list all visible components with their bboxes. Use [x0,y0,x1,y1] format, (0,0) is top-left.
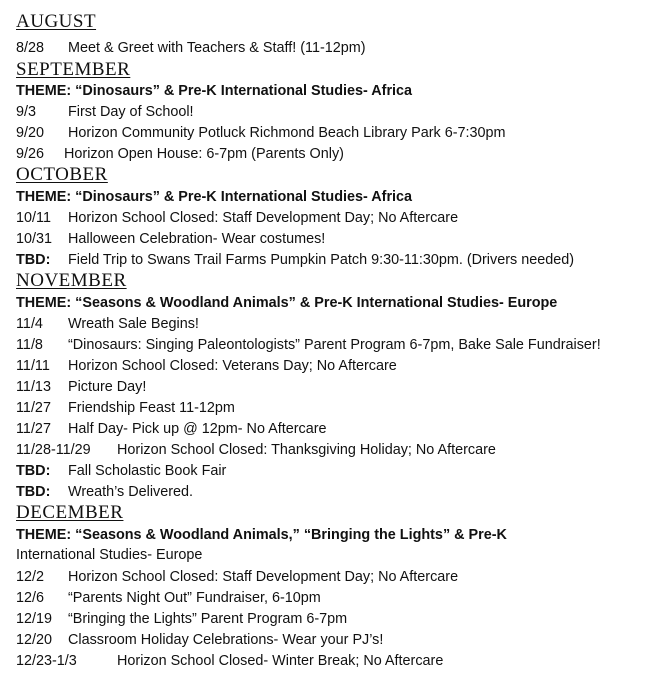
event-row [16,335,601,355]
event-text: “Bringing the Lights” Parent Program 6-7pm [68,611,348,627]
month-heading-october: OCTOBER [16,164,108,185]
event-row [16,250,574,270]
event-row [16,567,458,587]
event-date: 12/2 [16,569,45,585]
event-date: 11/27 [16,421,51,437]
event-text: Horizon Open House: 6-7pm (Parents Only) [64,146,344,162]
event-date: 11/28-11/29 [16,442,91,458]
event-row [16,461,226,481]
event-text: Half Day- Pick up @ 12pm- No Aftercare [68,421,327,437]
event-date: 9/3 [16,104,37,120]
event-date: TBD: [16,463,51,479]
event-text: Picture Day! [68,379,147,395]
event-date: TBD: [16,484,51,500]
theme-line: THEME: “Dinosaurs” & Pre-K International Studies- Africa [16,83,413,99]
event-text: Friendship Feast 11-12pm [68,400,235,416]
event-text: Horizon School Closed: Veterans Day; No Aftercare [68,358,397,374]
event-date: 12/6 [16,590,45,606]
event-date: 11/4 [16,316,43,332]
event-row [16,398,235,418]
event-text: First Day of School! [68,104,194,120]
event-date: 9/26 [16,146,45,162]
event-date: 11/13 [16,379,51,395]
month-heading-december: DECEMBER [16,502,124,523]
month-heading-august: AUGUST [16,11,97,32]
event-text: Halloween Celebration- Wear costumes! [68,231,326,247]
event-text: Wreath’s Delivered. [68,484,194,500]
event-date: 8/28 [16,40,45,56]
event-row [16,630,383,650]
theme-line: THEME: “Seasons & Woodland Animals” & Pre-K International Studies- Europe [16,295,558,311]
event-row [16,208,458,228]
event-text: Fall Scholastic Book Fair [68,463,227,479]
event-row [16,144,344,164]
event-text: Meet & Greet with Teachers & Staff! (11-12pm) [68,40,366,56]
event-date: 12/23-1/3 [16,653,77,669]
theme-line: THEME: “Seasons & Woodland Animals,” “Bringing the Lights” & Pre-K [16,527,507,543]
event-text: Classroom Holiday Celebrations- Wear your PJ’s! [68,632,384,648]
event-row [16,651,443,671]
event-date: 10/11 [16,210,51,226]
event-row [16,440,496,460]
month-heading-november: NOVEMBER [16,270,127,291]
event-row [16,356,397,376]
event-row [16,123,506,143]
event-row [16,588,321,608]
event-text: Wreath Sale Begins! [68,316,199,332]
event-date: 9/20 [16,125,45,141]
event-row [16,102,194,122]
theme-line-continued: International Studies- Europe [16,547,203,563]
event-text: Horizon School Closed: Staff Development Day; No Aftercare [68,569,459,585]
event-row [16,419,327,439]
event-row [16,229,325,249]
event-text: “Dinosaurs: Singing Paleontologists” Parent Program 6-7pm, Bake Sale Fundraiser! [68,337,601,353]
event-text: “Parents Night Out” Fundraiser, 6-10pm [68,590,321,606]
event-text: Horizon Community Potluck Richmond Beach Library Park 6-7:30pm [68,125,506,141]
event-date: 12/20 [16,632,53,648]
event-row [16,482,193,502]
event-row [16,314,199,334]
event-date: 12/19 [16,611,53,627]
event-text: Horizon School Closed- Winter Break; No Aftercare [117,653,444,669]
event-row [16,377,146,397]
theme-line: THEME: “Dinosaurs” & Pre-K International Studies- Africa [16,189,413,205]
event-text: Horizon School Closed: Staff Development Day; No Aftercare [68,210,459,226]
event-row [16,38,366,58]
event-date: 11/8 [16,337,43,353]
month-heading-september: SEPTEMBER [16,59,131,80]
event-text: Horizon School Closed: Thanksgiving Holiday; No Aftercare [117,442,496,458]
event-row [16,609,347,629]
event-date: 11/11 [16,358,50,374]
event-date: 10/31 [16,231,53,247]
event-date: 11/27 [16,400,51,416]
event-date: TBD: [16,252,51,268]
event-text: Field Trip to Swans Trail Farms Pumpkin Patch 9:30-11:30pm. (Drivers needed) [68,252,575,268]
